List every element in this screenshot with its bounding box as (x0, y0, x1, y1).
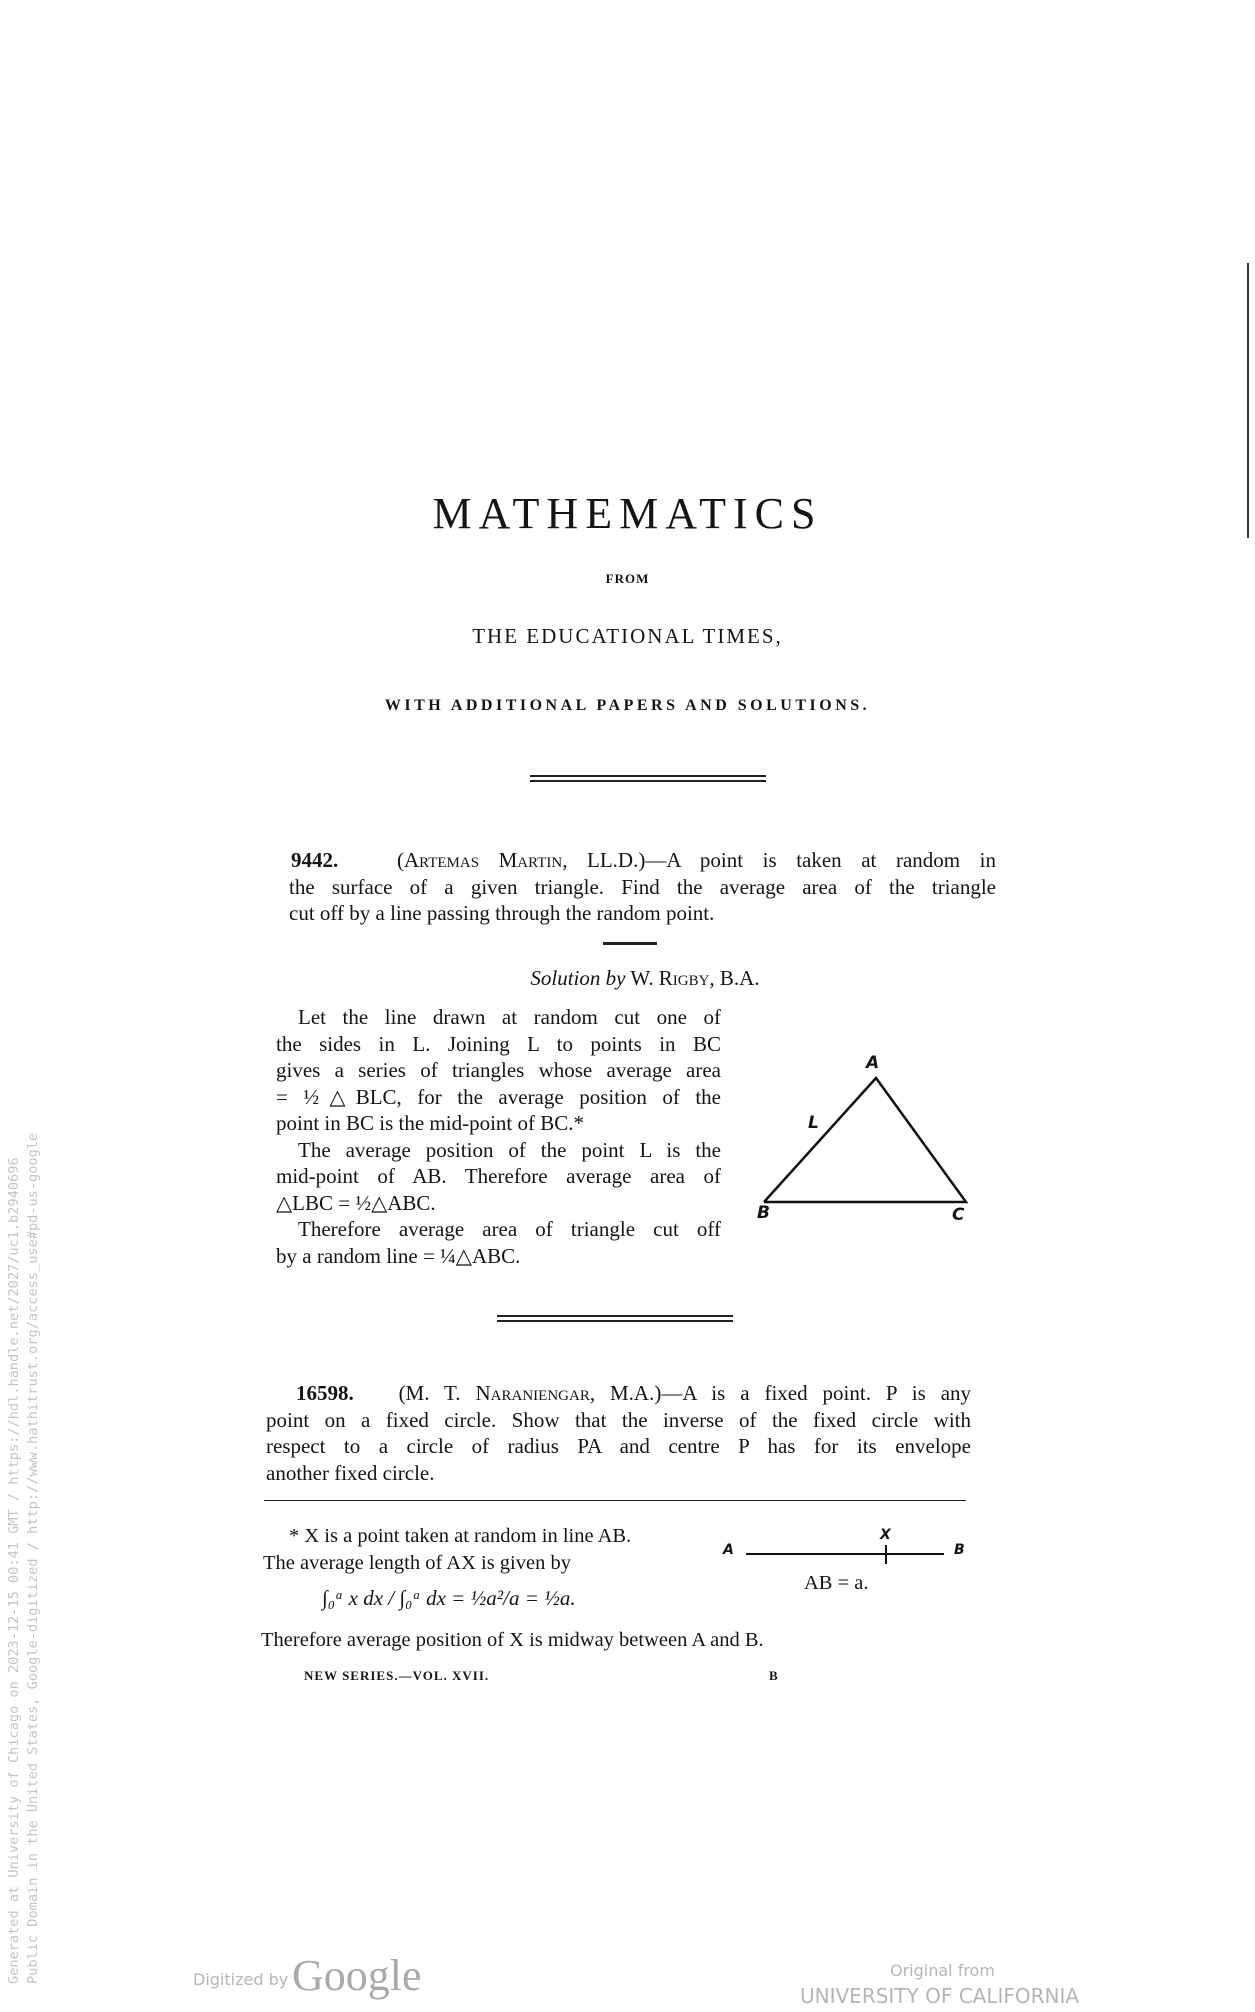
problem-author: Artemas Martin (403, 848, 563, 872)
original-from-label: Original from (890, 1961, 995, 1980)
digitized-by-label: Digitized by (193, 1970, 289, 1989)
footnote-rule (264, 1500, 966, 1501)
vertex-c-label: C (952, 1205, 965, 1225)
problem-text: , LL.D.)—A point is taken at random in (562, 848, 996, 872)
problem-line: point on a fixed circle. Show that the inverse of the fixed circle with (266, 1407, 971, 1432)
short-rule (603, 942, 657, 945)
double-rule (530, 775, 766, 782)
problem-number: 16598. (296, 1381, 354, 1405)
vertex-b-label: B (757, 1203, 770, 1223)
point-x-label: X (880, 1527, 891, 1543)
problem-line: the surface of a given triangle. Find the average area of the triangle (289, 874, 996, 899)
paren: (M. T. (398, 1381, 476, 1405)
triangle-figure (740, 1050, 1000, 1230)
footnote-line: Therefore average position of X is midway between A and B. (261, 1629, 764, 1651)
figure-caption: AB = a. (804, 1572, 869, 1594)
problem-line: respect to a circle of radius PA and centre P has for its envelope (266, 1434, 971, 1458)
solution-line: gives a series of triangles whose average area (276, 1058, 721, 1082)
solution-line: = ½△BLC, for the average position of the (276, 1084, 721, 1109)
subtitle: WITH ADDITIONAL PAPERS AND SOLUTIONS. (384, 697, 871, 714)
triangle-abc (764, 1078, 966, 1202)
solution-suffix: , B.A. (709, 966, 760, 990)
point-l-label: L (808, 1113, 819, 1133)
footnote-formula: ∫₀ᵃ x dx / ∫₀ᵃ dx = ½a²/a = ½a. (322, 1586, 576, 1610)
point-b-label: B (954, 1542, 965, 1558)
footnote-line: The average length of AX is given by (263, 1551, 571, 1574)
problem-author: Naraniengar (475, 1381, 590, 1405)
solution-line: point in BC is the mid-point of BC.* (276, 1111, 585, 1135)
series-footer: NEW SERIES.—VOL. XVII. (304, 1668, 490, 1683)
solution-line: the sides in L. Joining L to points in BC (276, 1031, 721, 1056)
solution-line: The average position of the point L is the (298, 1137, 721, 1162)
signature-mark: B (769, 1668, 779, 1683)
problem-number: 9442. (291, 848, 339, 872)
watermark-line: Generated at University of Chicago on 2023-12-15 00:41 GMT / https://hdl.handle.net/2027/uc1.b2940696 (6, 1157, 22, 1984)
solution-initial: W. (630, 966, 659, 990)
problem-line (266, 1380, 971, 1407)
solution-heading (0, 966, 1255, 991)
solution-text (276, 1004, 721, 1269)
problem-16598 (266, 1380, 971, 1486)
from-label: FROM (605, 571, 650, 586)
google-logo: Google (292, 1951, 422, 2000)
footnote-line: * X is a point taken at random in line AB. (289, 1525, 632, 1547)
page-title: MATHEMATICS (432, 489, 823, 538)
problem-line: cut off by a line passing through the random point. (289, 901, 715, 925)
solution-line: △LBC = ½△ABC. (276, 1190, 436, 1215)
footnote (263, 1523, 713, 1576)
line-ab-figure (740, 1540, 950, 1570)
solution-prefix: Solution by (530, 966, 626, 990)
vertex-a-label: A (866, 1053, 880, 1073)
watermark-line: Public Domain in the United States, Google-digitized / http://www.hathitrust.org/access_use#pd-us-google (25, 1132, 41, 1984)
point-a-label: A (723, 1542, 734, 1558)
double-rule (497, 1315, 733, 1322)
scan-edge-line (1247, 263, 1249, 538)
problem-9442 (289, 847, 996, 927)
problem-line: another fixed circle. (266, 1460, 435, 1485)
paren: ( (396, 848, 404, 872)
solution-line: mid-point of AB. Therefore average area of (276, 1164, 721, 1188)
solution-line: by a random line = ¼△ABC. (276, 1243, 521, 1268)
problem-text: , M.A.)—A is a fixed point. P is any (589, 1381, 972, 1405)
problem-line (289, 847, 996, 874)
solution-line: Therefore average area of triangle cut off (298, 1217, 721, 1241)
institution-name: UNIVERSITY OF CALIFORNIA (800, 1984, 1080, 2008)
solution-author: Rigby (658, 966, 710, 990)
journal-title: THE EDUCATIONAL TIMES, (472, 624, 783, 648)
solution-line: Let the line drawn at random cut one of (298, 1005, 721, 1029)
